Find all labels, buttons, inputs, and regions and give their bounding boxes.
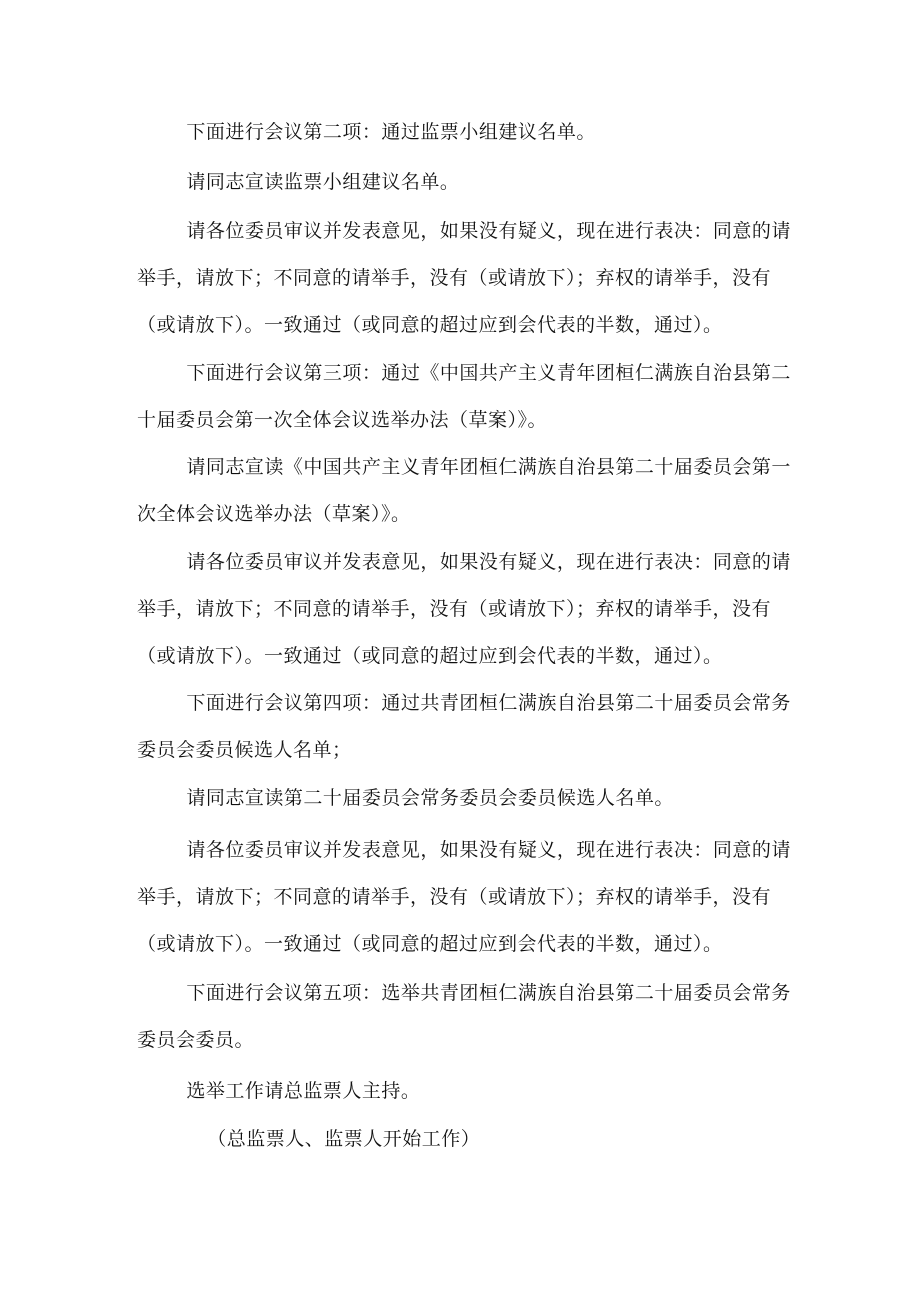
paragraph-read-list-2: 请同志宣读第二十届委员会常务委员会委员候选人名单。 [186, 787, 674, 809]
paragraph-item-3-intro: 下面进行会议第三项：通过《中国共产主义青年团桓仁满族自治县第二十届委员会第一次全体会议选举办法（草案）》。 [137, 362, 791, 431]
paragraph-vote-1: 请各位委员审议并发表意见，如果没有疑义，现在进行表决：同意的请举手，请放下；不同意的请举手，没有（或请放下）；弃权的请举手，没有（或请放下）。一致通过（或同意的超过应到会代表的半数，通过）。 [137, 220, 791, 336]
paragraph-item-5-intro: 下面进行会议第五项：选举共青团桓仁满族自治县第二十届委员会常务委员会委员。 [137, 982, 791, 1051]
paragraph-read-list-1: 请同志宣读监票小组建议名单。 [186, 171, 460, 193]
paragraph-election-host: 选举工作请总监票人主持。 [186, 1080, 421, 1102]
paragraph-read-rules: 请同志宣读《中国共产主义青年团桓仁满族自治县第二十届委员会第一次全体会议选举办法（草案）》。 [137, 456, 791, 525]
paragraph-vote-2: 请各位委员审议并发表意见，如果没有疑义，现在进行表决：同意的请举手，请放下；不同意的请举手，没有（或请放下）；弃权的请举手，没有（或请放下）。一致通过（或同意的超过应到会代表的半数，通过）。 [137, 551, 791, 667]
paragraph-stage-note: （总监票人、监票人开始工作） [207, 1128, 481, 1150]
paragraph-item-2-intro: 下面进行会议第二项：通过监票小组建议名单。 [186, 121, 596, 143]
paragraph-item-4-intro: 下面进行会议第四项：通过共青团桓仁满族自治县第二十届委员会常务委员会委员候选人名单； [137, 692, 791, 761]
paragraph-vote-3: 请各位委员审议并发表意见，如果没有疑义，现在进行表决：同意的请举手，请放下；不同意的请举手，没有（或请放下）；弃权的请举手，没有（或请放下）。一致通过（或同意的超过应到会代表的半数，通过）。 [137, 839, 791, 955]
